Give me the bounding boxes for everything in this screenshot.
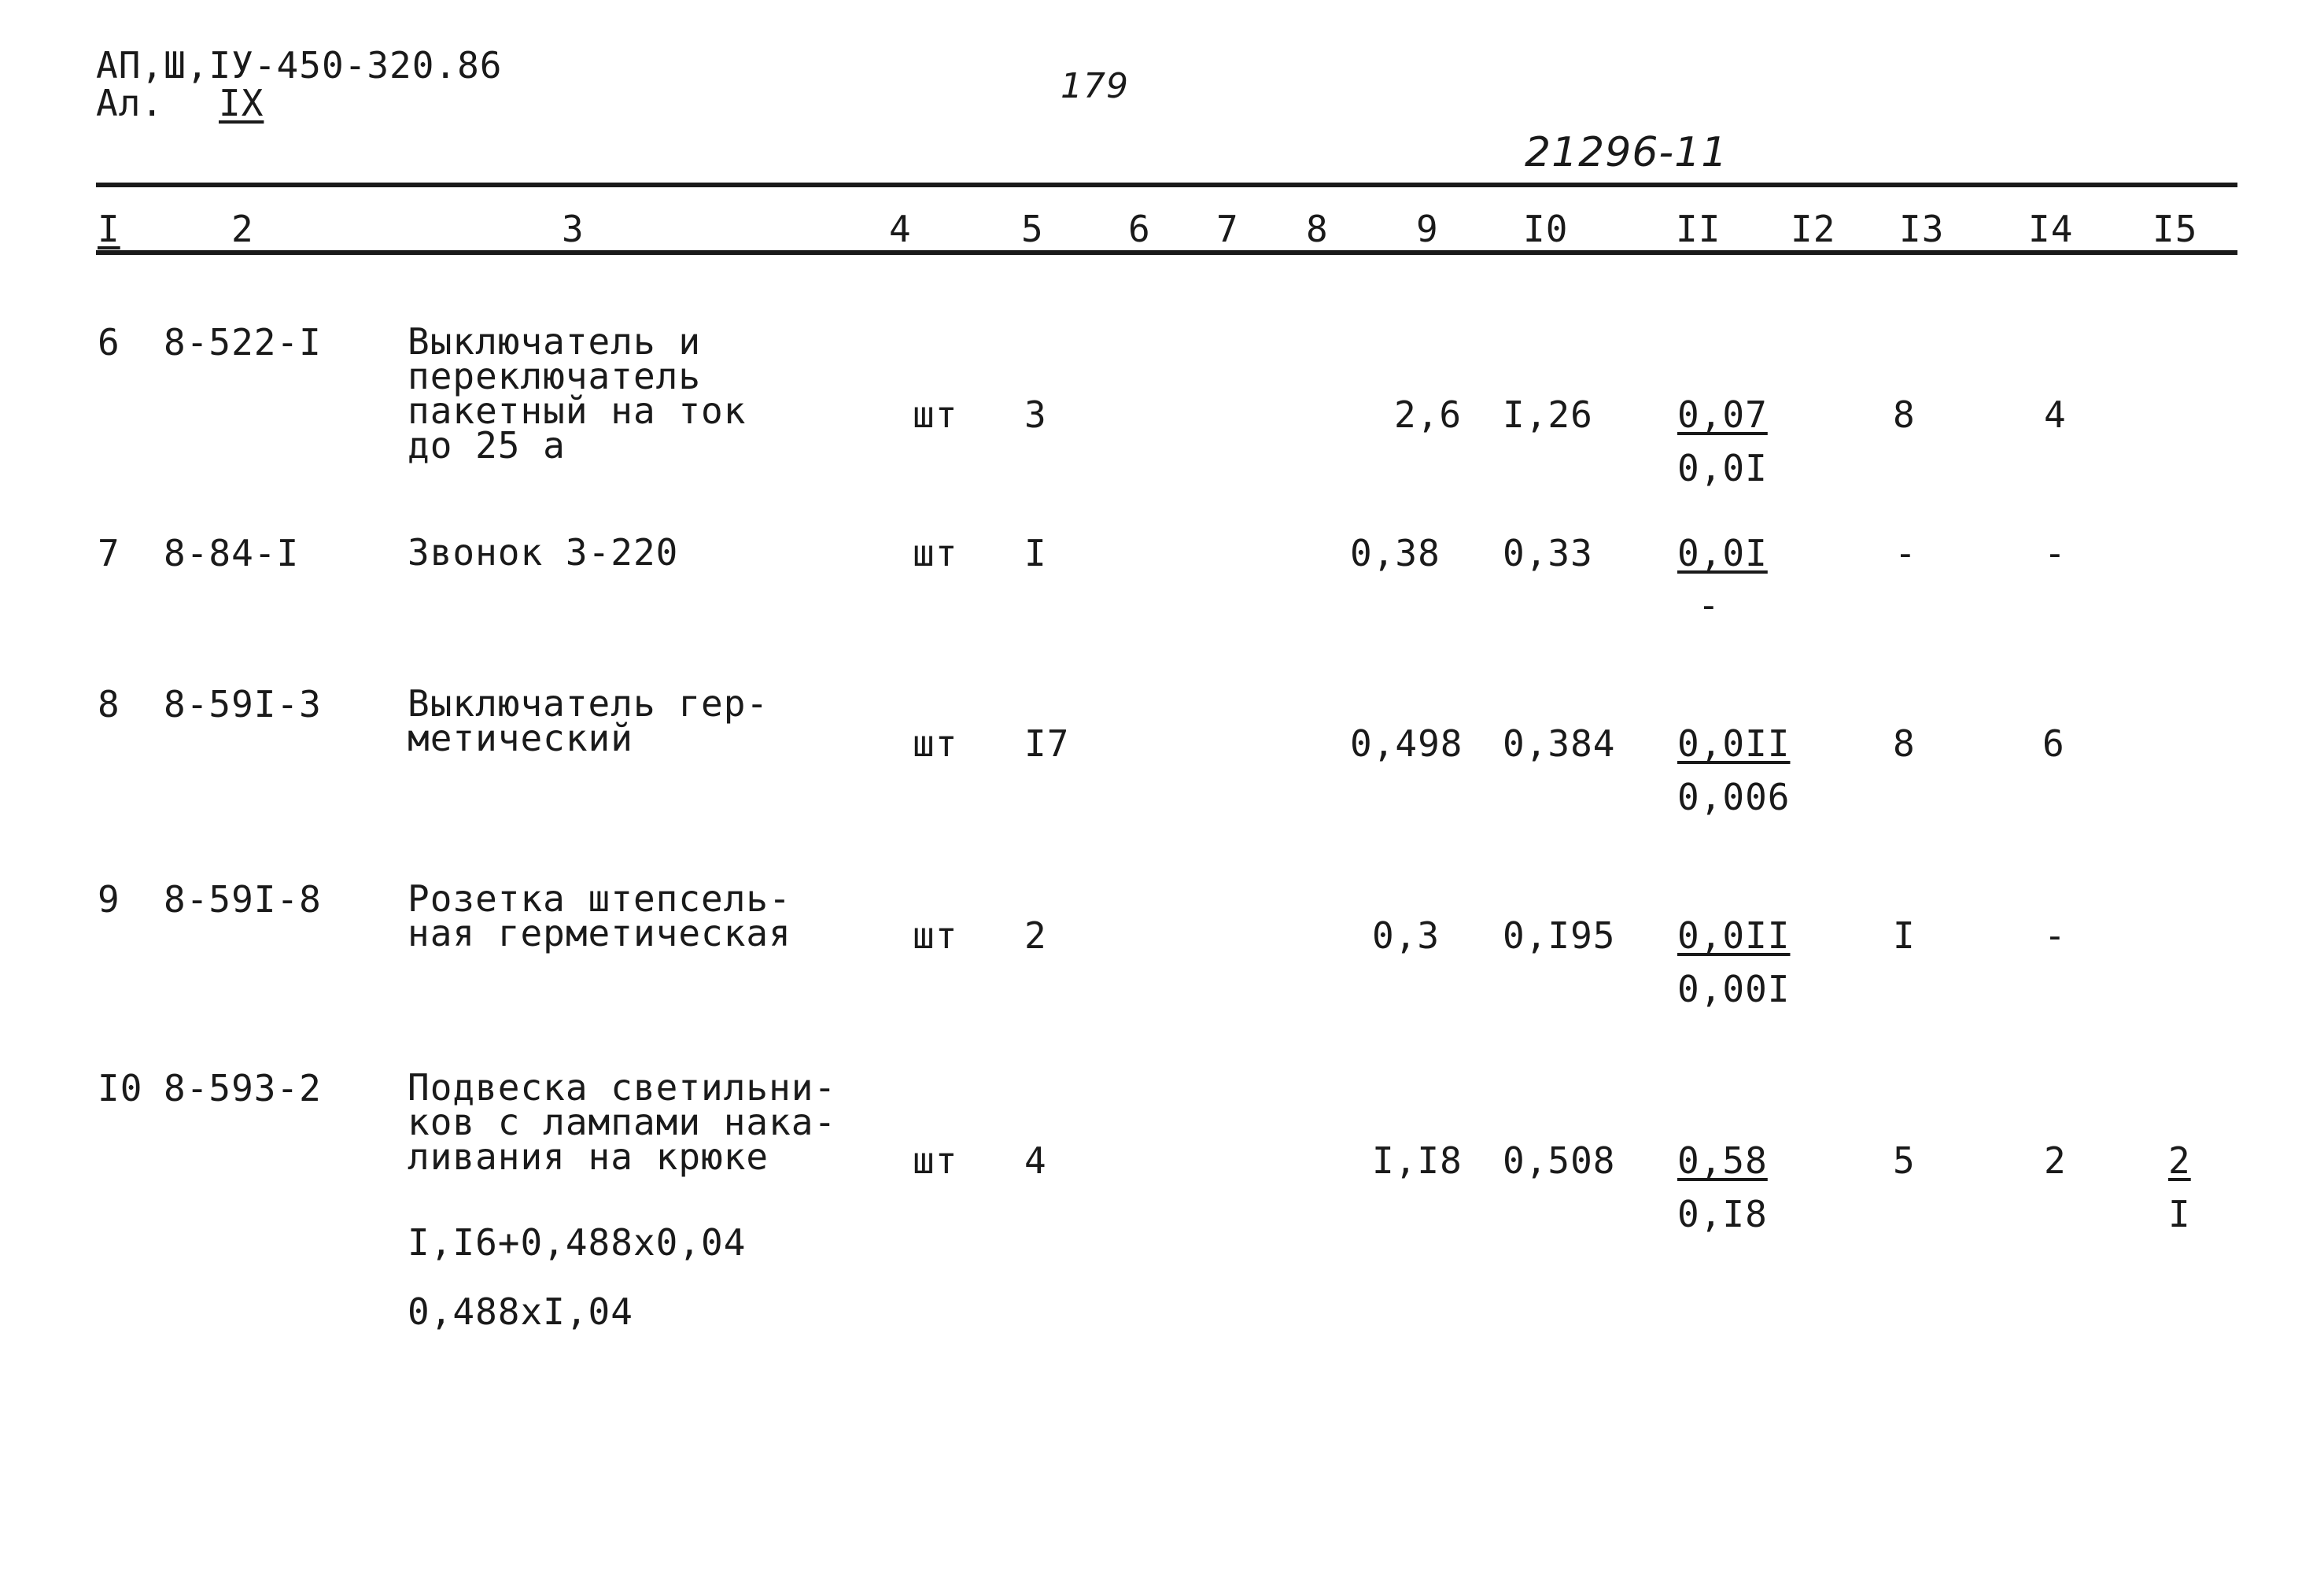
doc-code: АП,Ш,IУ-450-320.86 (96, 44, 503, 87)
col-header-10: I0 (1523, 208, 1569, 250)
row-col10: 0,I95 (1503, 914, 1616, 957)
row-quantity: I (1024, 532, 1047, 574)
row-col13: 8 (1893, 722, 1916, 765)
row-col13: I (1893, 914, 1916, 957)
row-code: 8-59I-8 (164, 878, 322, 921)
row-number: 9 (98, 878, 120, 921)
row-unit: шт (913, 532, 958, 574)
col-header-4: 4 (889, 208, 912, 250)
header-top-rule (96, 183, 2237, 187)
row-description: Звонок З-220 (408, 531, 679, 574)
row-code: 8-84-I (164, 532, 300, 574)
row-col14: - (2044, 914, 2067, 957)
col-header-14: I4 (2028, 208, 2074, 250)
row-description: Розетка штепсель- ная герметическая (408, 877, 791, 954)
row-col9: I,I8 (1372, 1139, 1463, 1182)
row-col9: 0,498 (1350, 722, 1463, 765)
col-header-9: 9 (1416, 208, 1439, 250)
col-header-13: I3 (1899, 208, 1945, 250)
row-description: Подвеска светильни- ков с лампами нака- ливания на крюке (408, 1066, 837, 1178)
row-col11-bottom: 0,0I (1677, 447, 1768, 489)
row-col11-bottom: 0,I8 (1677, 1193, 1768, 1235)
calc-line-2: 0,488xI,04 (408, 1290, 633, 1333)
col-header-3: 3 (562, 208, 585, 250)
row-col10: I,26 (1503, 393, 1593, 436)
row-col11-bottom: - (1698, 584, 1721, 626)
row-quantity: I7 (1024, 722, 1070, 765)
col-header-2: 2 (231, 208, 254, 250)
col-header-8: 8 (1306, 208, 1329, 250)
row-col9: 0,38 (1350, 532, 1441, 574)
header-bottom-rule (96, 250, 2237, 255)
row-number: 6 (98, 321, 120, 364)
col-header-11: II (1676, 208, 1721, 250)
row-col11-top: 0,0II (1677, 722, 1791, 765)
calc-line-1: I,I6+0,488x0,04 (408, 1221, 747, 1264)
row-unit: шт (913, 1139, 958, 1182)
col-header-15: I5 (2152, 208, 2198, 250)
row-col11-top: 0,58 (1677, 1139, 1768, 1182)
row-code: 8-522-I (164, 321, 322, 364)
row-number: I0 (98, 1067, 143, 1109)
row-col14: 4 (2044, 393, 2067, 436)
row-col9: 0,3 (1372, 914, 1441, 957)
row-col13: 8 (1893, 393, 1916, 436)
col-header-5: 5 (1021, 208, 1044, 250)
row-unit: шт (913, 393, 958, 436)
col-header-12: I2 (1791, 208, 1836, 250)
row-col13: - (1894, 532, 1917, 574)
row-unit: шт (913, 914, 958, 957)
row-number: 7 (98, 532, 120, 574)
row-col13: 5 (1893, 1139, 1916, 1182)
row-description: Выключатель и переключатель пакетный на ток до 25 а (408, 320, 747, 467)
row-col11-top: 0,0I (1677, 532, 1768, 574)
row-code: 8-593-2 (164, 1067, 322, 1109)
row-unit: шт (913, 722, 958, 765)
row-quantity: 2 (1024, 914, 1047, 957)
row-col11-bottom: 0,006 (1677, 776, 1791, 818)
row-col14: - (2044, 532, 2067, 574)
row-quantity: 4 (1024, 1139, 1047, 1182)
row-col9: 2,6 (1394, 393, 1463, 436)
row-col11-top: 0,07 (1677, 393, 1768, 436)
row-col10: 0,384 (1503, 722, 1616, 765)
stamp-number: 21296-11 (1525, 129, 1728, 176)
row-col11-top: 0,0II (1677, 914, 1791, 957)
doc-album-label: Ал. (96, 82, 164, 124)
row-quantity: 3 (1024, 393, 1047, 436)
col-header-1: I (98, 208, 120, 250)
col-header-6: 6 (1128, 208, 1151, 250)
row-col11-bottom: 0,00I (1677, 968, 1791, 1010)
doc-album-number: IX (219, 82, 264, 124)
row-number: 8 (98, 683, 120, 725)
row-col10: 0,508 (1503, 1139, 1616, 1182)
page-number: 179 (1061, 66, 1129, 106)
row-description: Выключатель гер- метический (408, 682, 769, 759)
row-code: 8-59I-3 (164, 683, 322, 725)
row-col10: 0,33 (1503, 532, 1593, 574)
col-header-7: 7 (1216, 208, 1239, 250)
row-col14: 6 (2042, 722, 2065, 765)
row-col15-top: 2 (2168, 1139, 2191, 1182)
row-col15-bottom: I (2168, 1193, 2191, 1235)
row-col14: 2 (2044, 1139, 2067, 1182)
